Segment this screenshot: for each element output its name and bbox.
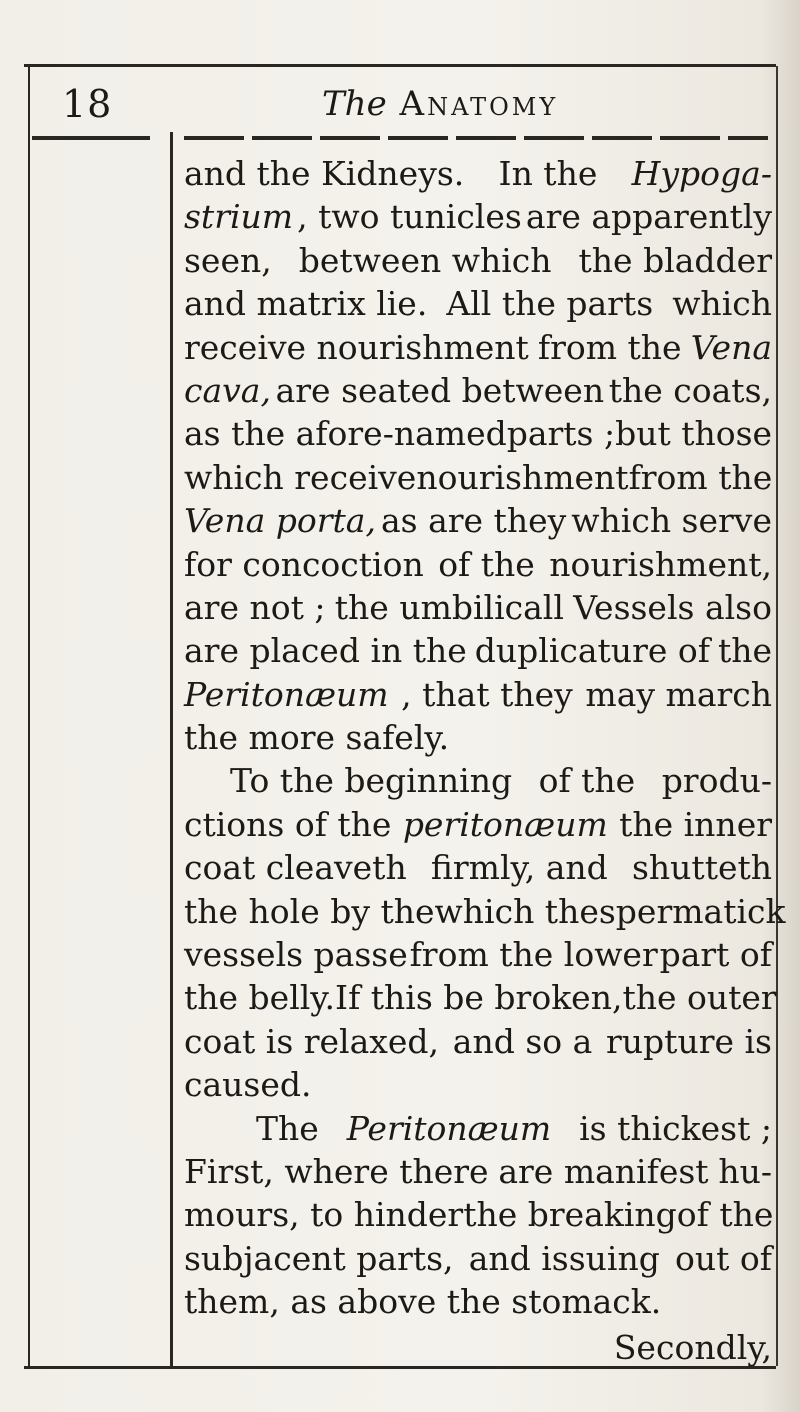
text-line [184, 369, 772, 412]
text-segment: the hole by the [184, 891, 435, 931]
text-line [184, 1193, 772, 1236]
text-segment: between which [298, 240, 552, 280]
text-segment: Peritonæum [346, 1108, 552, 1148]
text-segment: All the parts [446, 284, 654, 324]
text-segment: which receive [184, 457, 417, 497]
text-line [184, 586, 772, 629]
text-line [184, 1150, 772, 1193]
catchword [184, 1326, 772, 1369]
text-segment: from the lower [409, 935, 658, 975]
text-segment: To the beginning [230, 761, 513, 801]
text-segment: the bladder [578, 240, 772, 280]
text-segment: , that they [401, 674, 573, 714]
text-segment: vessels passe [184, 935, 408, 975]
margin-head-rule [32, 136, 150, 140]
text-line [184, 803, 772, 846]
head-rule [184, 136, 768, 140]
text-segment: peritonæum [402, 804, 608, 844]
text-segment: as are they [380, 501, 567, 541]
text-segment: parts ; [506, 414, 616, 454]
text-segment: nourishment [416, 457, 629, 497]
text-segment: which [672, 284, 772, 324]
text-line [184, 1280, 772, 1323]
text-segment: spermatick [598, 891, 786, 931]
text-segment: If this be broken, [335, 978, 623, 1018]
text-segment: may march [585, 674, 772, 714]
text-segment: is thickest ; [579, 1108, 772, 1148]
text-line [184, 1237, 772, 1280]
text-segment: the [717, 631, 772, 671]
top-rule [24, 64, 776, 67]
text-segment: shutteth [631, 848, 772, 888]
text-line [184, 543, 772, 586]
text-segment: and so a [452, 1021, 593, 1061]
text-segment: which the [434, 891, 599, 931]
text-line [184, 1020, 772, 1063]
text-segment: the umbilicall [334, 587, 564, 627]
text-segment: of the [438, 544, 535, 584]
text-line [184, 716, 772, 759]
text-segment: but those [615, 414, 773, 454]
text-segment: First, where there [184, 1151, 489, 1191]
text-segment: and matrix lie. [184, 284, 428, 324]
right-rule [776, 66, 778, 1366]
text-segment: Vena porta, [184, 501, 376, 541]
text-segment: duplicature of [474, 631, 710, 671]
text-segment: and the Kidneys. [184, 154, 465, 193]
text-segment: as the afore-named [184, 414, 507, 454]
running-head-title: Anatomy [399, 84, 559, 124]
text-segment: out of [675, 1238, 772, 1278]
text-segment: and issuing [468, 1238, 660, 1278]
text-segment: firmly, and [430, 848, 608, 888]
text-line [184, 759, 772, 802]
text-segment: of the [676, 1195, 774, 1235]
text-segment: are apparently [525, 197, 772, 237]
text-segment: Peritonæum [184, 674, 389, 714]
text-line [184, 1063, 772, 1106]
text-segment: for concoction [184, 544, 424, 584]
text-line [184, 456, 772, 499]
text-segment: cava, [184, 370, 271, 410]
text-line [184, 1107, 772, 1150]
text-segment: In the [498, 154, 598, 193]
left-margin-rule [28, 66, 30, 1366]
text-segment: which serve [571, 501, 772, 541]
text-segment: produ- [661, 761, 772, 801]
text-segment: mours, to hinder [184, 1195, 464, 1235]
text-segment: part of [659, 935, 772, 975]
text-segment: are placed in the [184, 631, 467, 671]
text-segment: from the [537, 327, 682, 367]
text-line [184, 933, 772, 976]
text-segment: of the [538, 761, 636, 801]
text-segment: , two tunicles [297, 197, 522, 237]
running-head-the: The [322, 84, 387, 124]
text-line [184, 629, 772, 672]
text-segment: Hypoga- [631, 154, 772, 193]
text-segment: the breaking [463, 1195, 677, 1235]
text-segment: are not ; [184, 587, 326, 627]
text-segment: The [256, 1108, 319, 1148]
text-segment: seen, [184, 240, 272, 280]
text-segment: the more safely. [184, 718, 450, 758]
text-line [184, 195, 772, 238]
running-head [322, 82, 558, 126]
text-segment: the coats, [608, 370, 772, 410]
text-segment: coat cleaveth [184, 848, 407, 888]
text-segment: caused. [184, 1065, 312, 1105]
text-segment: nourishment, [549, 544, 772, 584]
text-segment: ctions of the [184, 804, 392, 844]
text-segment: coat is relaxed, [184, 1021, 440, 1061]
text-line [184, 890, 786, 933]
text-line [184, 282, 772, 325]
text-segment: are manifest [498, 1151, 709, 1191]
catchword-text: Secondly, [613, 1327, 772, 1367]
text-segment: receive nourishment [184, 327, 529, 367]
text-segment: them, as above the stomack. [184, 1282, 662, 1322]
text-line [184, 412, 772, 455]
text-line [184, 499, 772, 542]
text-line [184, 239, 772, 282]
text-segment: rupture is [606, 1021, 772, 1061]
text-column-rule [170, 132, 173, 1366]
text-segment: hu- [718, 1151, 772, 1191]
text-segment: are seated between [275, 370, 605, 410]
body-text [184, 152, 786, 1369]
text-line [184, 152, 772, 195]
text-segment: Vena [690, 327, 772, 367]
text-line [184, 673, 772, 716]
text-segment: subjacent parts, [184, 1238, 454, 1278]
text-line [184, 976, 777, 1019]
text-segment: from the [628, 457, 773, 497]
text-segment: Vessels also [573, 587, 772, 627]
text-segment: the outer [622, 978, 777, 1018]
text-line [184, 326, 772, 369]
text-line [184, 846, 772, 889]
text-segment: the belly. [184, 978, 336, 1018]
page-number: 18 [62, 82, 113, 126]
text-segment: strium [184, 197, 294, 237]
text-segment: the inner [619, 804, 772, 844]
